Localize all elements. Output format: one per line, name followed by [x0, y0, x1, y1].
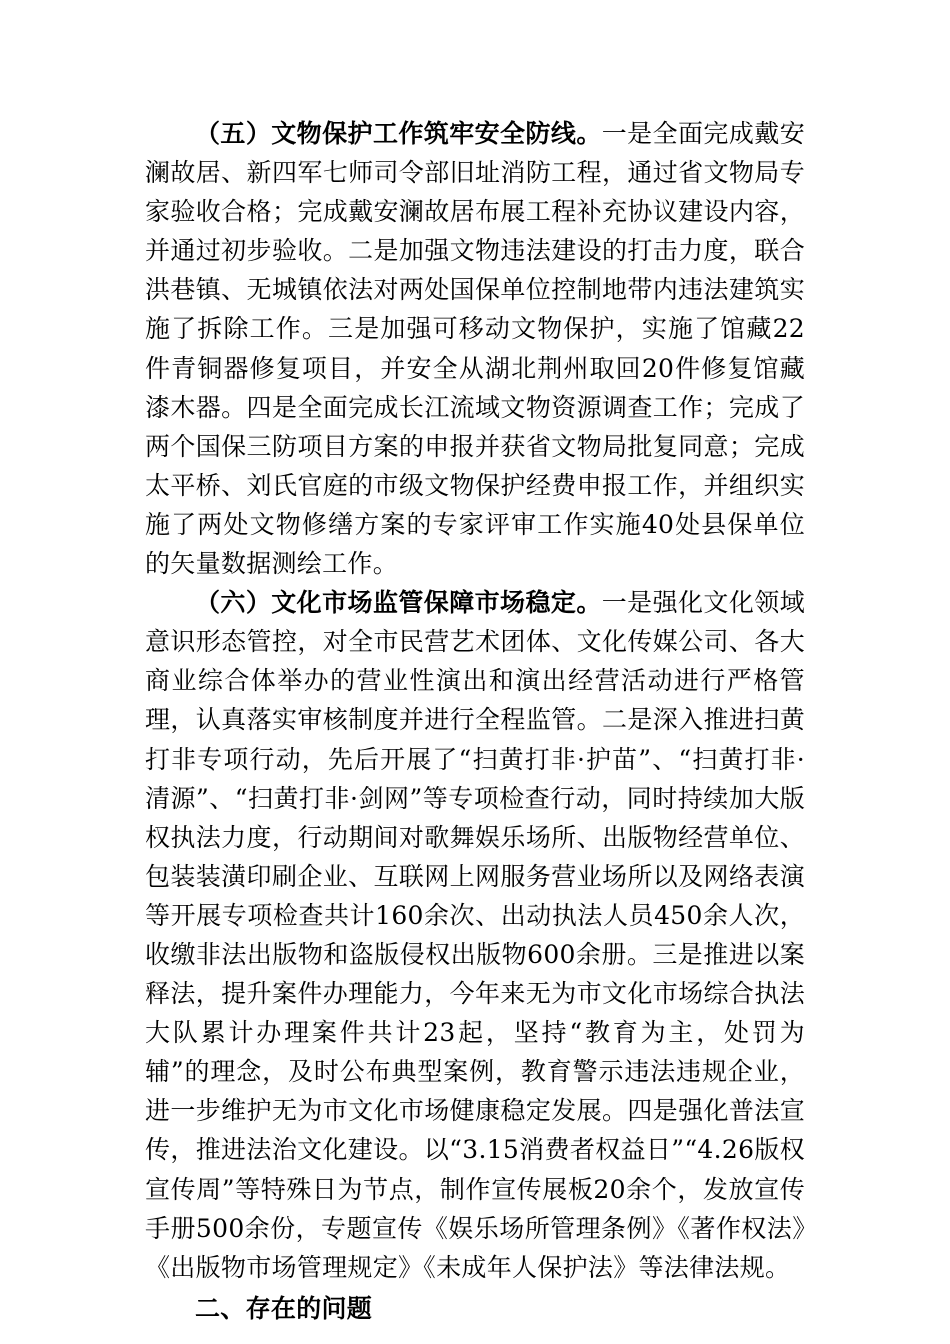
section-heading-problems: 二、存在的问题	[195, 1293, 373, 1323]
paragraph-text-heritage: 一是全面完成戴安澜故居、新四军七师司令部旧址消防工程，通过省文物局专家验收合格；完成戴安澜故居布展工程补充协议建设内容，并通过初步验收。二是加强文物违法建设的打击力度，联合洪巷镇、无城镇依法对两处国保单位控制地带内违法建筑实施了拆除工作。三是加强可移动文物保护，实施了馆藏22件青铜器修复项目，并安全从湖北荆州取回20件修复馆藏漆木器。四是全面完成长江流域文物资源调查工作；完成了两个国保三防项目方案的申报并获省文物局批复同意；完成太平桥、刘氏官庭的市级文物保护经费申报工作，并组织实施了两处文物修缮方案的专家评审工作实施40处县保单位的矢量数据测绘工作。	[145, 119, 805, 579]
document-body	[145, 114, 805, 1329]
paragraph-text-market: 一是强化文化领域意识形态管控，对全市民营艺术团体、文化传媒公司、各大商业综合体举办的营业性演出和演出经营活动进行严格管理，认真落实审核制度并进行全程监管。二是深入推进扫黄打非专项行动，先后开展了“扫黄打非·护苗”、“扫黄打非·清源”、“扫黄打非·剑网”等专项检查行动，同时持续加大版权执法力度，行动期间对歌舞娱乐场所、出版物经营单位、包装装潢印刷企业、互联网上网服务营业场所以及网络表演等开展专项检查共计160余次、出动执法人员450余人次，收缴非法出版物和盗版侵权出版物600余册。三是推进以案释法，提升案件办理能力，今年来无为市文化市场综合执法大队累计办理案件共计23起，坚持“教育为主，处罚为辅”的理念，及时公布典型案例，教育警示违法违规企业，进一步维护无为市文化市场健康稳定发展。四是强化普法宣传，推进法治文化建设。以“3.15消费者权益日”“4.26版权宣传周”等特殊日为节点，制作宣传展板20余个，发放宣传手册500余份，专题宣传《娱乐场所管理条例》《著作权法》《出版物市场管理规定》《未成年人保护法》等法律法规。	[145, 588, 805, 1282]
paragraph-lead-heritage: （五）文物保护工作筑牢安全防线。	[195, 119, 602, 148]
paragraph-market-supervision	[145, 583, 805, 1287]
paragraph-lead-market: （六）文化市场监管保障市场稳定。	[195, 588, 602, 618]
paragraph-heritage-protection	[145, 114, 805, 583]
